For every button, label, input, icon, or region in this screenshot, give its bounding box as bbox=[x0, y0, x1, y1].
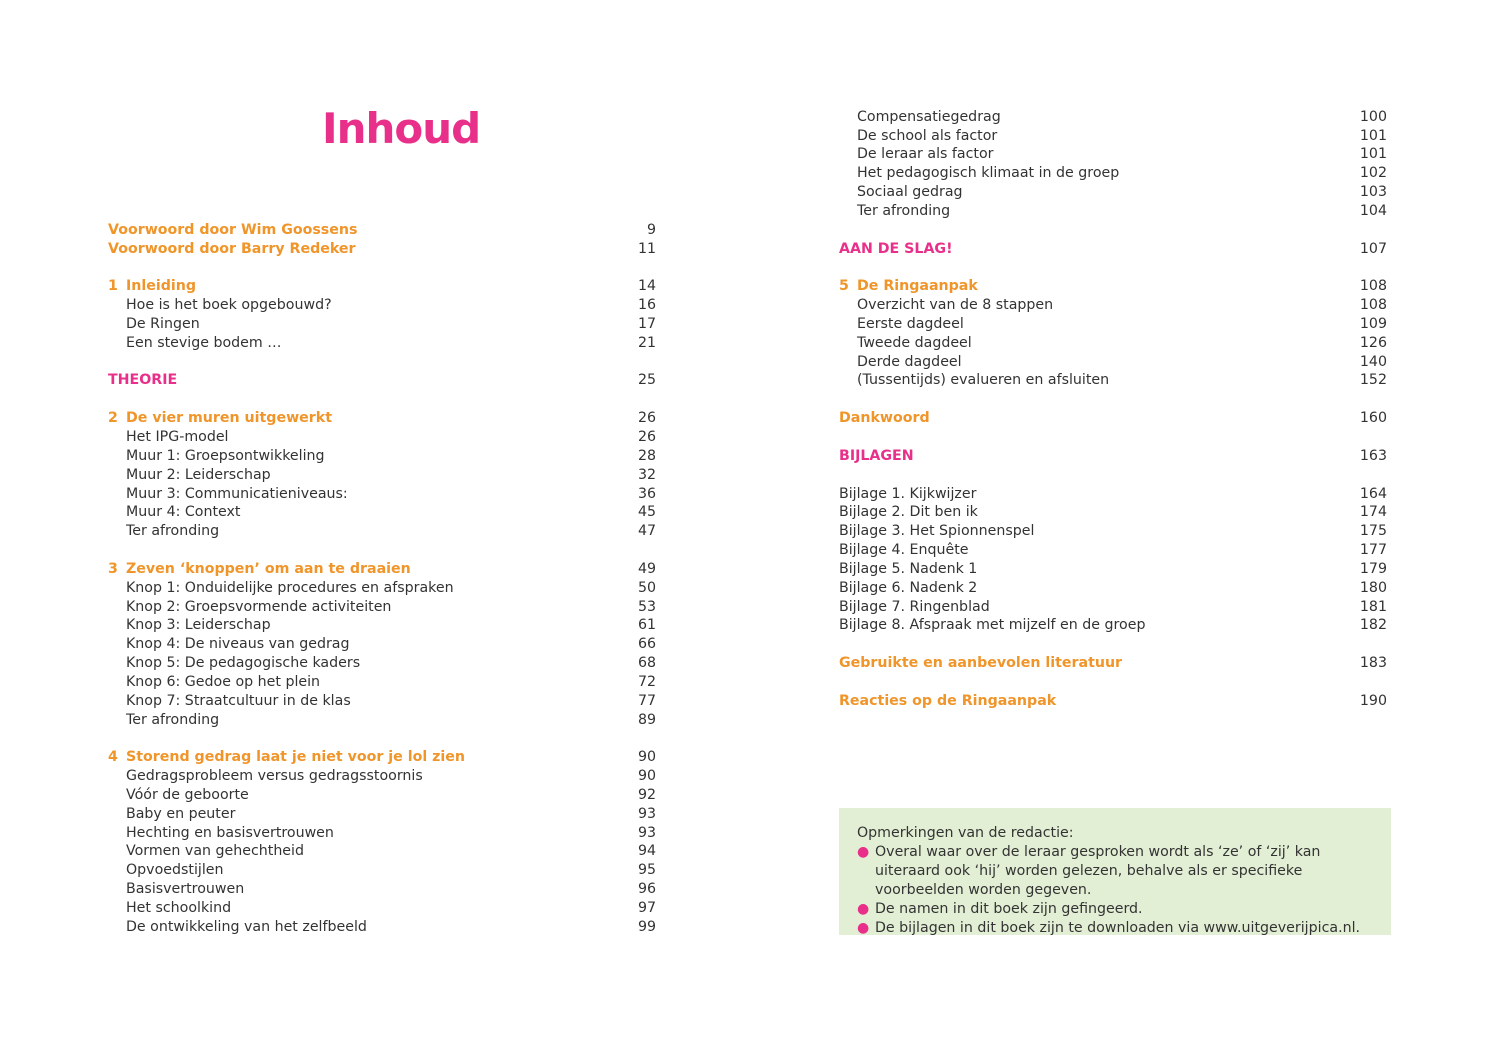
toc-entry-text: Bijlage 2. Dit ben ik bbox=[839, 504, 978, 520]
toc-page-number: 9 bbox=[646, 222, 656, 238]
toc-entry-label bbox=[839, 334, 972, 353]
toc-entry-label bbox=[108, 560, 411, 579]
toc-entry bbox=[839, 579, 1387, 598]
toc-entry-text: Reacties op de Ringaanpak bbox=[839, 693, 1057, 709]
toc-entry-label bbox=[108, 805, 235, 824]
toc-entry-label bbox=[839, 296, 1053, 315]
chapter-number: 4 bbox=[108, 749, 118, 765]
toc-entry bbox=[108, 786, 656, 805]
toc-entry-text: Het schoolkind bbox=[126, 900, 232, 916]
toc-entry bbox=[108, 654, 656, 673]
toc-page-number: 103 bbox=[1359, 184, 1387, 200]
toc-entry bbox=[839, 654, 1387, 673]
toc-entry-text: Bijlage 5. Nadenk 1 bbox=[839, 561, 978, 577]
toc-entry-text: Hechting en basisvertrouwen bbox=[126, 825, 334, 841]
toc-page-number: 14 bbox=[637, 278, 656, 294]
notes-heading: Opmerkingen van de redactie: bbox=[857, 825, 1074, 841]
toc-entry bbox=[839, 108, 1387, 127]
toc-page-number: 47 bbox=[637, 523, 656, 539]
toc-page-number: 190 bbox=[1359, 693, 1387, 709]
toc-page-number: 179 bbox=[1359, 561, 1387, 577]
toc-entry bbox=[839, 560, 1387, 579]
toc-page-number: 25 bbox=[637, 372, 656, 388]
toc-entry-text: De ontwikkeling van het zelfbeeld bbox=[126, 919, 367, 935]
toc-page-number: 183 bbox=[1359, 655, 1387, 671]
toc-entry-text: Hoe is het boek opgebouwd? bbox=[126, 297, 332, 313]
toc-entry-label bbox=[108, 673, 320, 692]
toc-entry bbox=[108, 805, 656, 824]
toc-entry-label bbox=[108, 748, 465, 767]
toc-entry bbox=[108, 918, 656, 937]
toc-entry bbox=[839, 692, 1387, 711]
toc-entry bbox=[839, 616, 1387, 635]
toc-page-number: 181 bbox=[1359, 599, 1387, 615]
toc-page-number: 101 bbox=[1359, 128, 1387, 144]
toc-entry-text: Een stevige bodem … bbox=[126, 335, 282, 351]
toc-page-number: 93 bbox=[637, 806, 656, 822]
toc-entry bbox=[108, 598, 656, 617]
toc-entry-label bbox=[108, 880, 244, 899]
toc-entry-text: Ter afronding bbox=[857, 203, 951, 219]
toc-entry-label bbox=[108, 918, 367, 937]
toc-entry-text: De leraar als factor bbox=[857, 146, 994, 162]
toc-page-number: 109 bbox=[1359, 316, 1387, 332]
toc-entry-label bbox=[108, 522, 219, 541]
toc-page-number: 175 bbox=[1359, 523, 1387, 539]
toc-entry-text: Knop 4: De niveaus van gedrag bbox=[126, 636, 350, 652]
toc-entry-label bbox=[839, 108, 1001, 127]
toc-page-number: 180 bbox=[1359, 580, 1387, 596]
toc-entry bbox=[839, 485, 1387, 504]
toc-entry-label bbox=[108, 842, 304, 861]
toc-entry bbox=[839, 240, 1387, 259]
toc-entry-label bbox=[839, 409, 930, 428]
toc-entry bbox=[108, 466, 656, 485]
toc-entry-label bbox=[108, 485, 348, 504]
toc-entry-text: Overzicht van de 8 stappen bbox=[857, 297, 1054, 313]
toc-entry-text: Bijlage 4. Enquête bbox=[839, 542, 969, 558]
toc-entry-label bbox=[839, 503, 978, 522]
toc-entry-text: Knop 6: Gedoe op het plein bbox=[126, 674, 321, 690]
toc-entry-text: De Ringen bbox=[126, 316, 200, 332]
toc-entry-text: Bijlage 7. Ringenblad bbox=[839, 599, 990, 615]
toc-entry bbox=[108, 221, 656, 240]
toc-entry-label bbox=[108, 711, 219, 730]
toc-entry bbox=[839, 127, 1387, 146]
toc-entry-label bbox=[108, 861, 223, 880]
toc-page-number: 90 bbox=[637, 768, 656, 784]
toc-entry-text: Tweede dagdeel bbox=[857, 335, 972, 351]
toc-entry-text: Eerste dagdeel bbox=[857, 316, 964, 332]
toc-entry-text: Storend gedrag laat je niet voor je lol zien bbox=[126, 749, 465, 765]
toc-entry bbox=[839, 409, 1387, 428]
notes-item: ● De namen in dit boek zijn gefingeerd. bbox=[857, 901, 1143, 917]
toc-page-number: 177 bbox=[1359, 542, 1387, 558]
toc-entry bbox=[839, 371, 1387, 390]
toc-entry-label bbox=[839, 616, 1145, 635]
toc-page-number: 61 bbox=[637, 617, 656, 633]
toc-entry-label bbox=[108, 428, 229, 447]
notes-item: ● Overal waar over de leraar gesproken wordt als ‘ze’ of ‘zij’ kan uiteraard ook ‘hij’ worden gelezen, behalve als er specifieke voorbeelden worden gegeven. bbox=[857, 844, 1321, 898]
chapter-number: 5 bbox=[839, 278, 849, 294]
toc-page-number: 96 bbox=[637, 881, 656, 897]
toc-entry bbox=[839, 145, 1387, 164]
notes-list bbox=[857, 843, 1377, 938]
toc-entry-label bbox=[108, 221, 357, 240]
toc-entry-label bbox=[108, 824, 334, 843]
toc-entry-text: Compensatiegedrag bbox=[857, 109, 1001, 125]
toc-entry bbox=[108, 616, 656, 635]
toc-entry bbox=[108, 428, 656, 447]
toc-page-number: 16 bbox=[637, 297, 656, 313]
toc-page-number: 164 bbox=[1359, 486, 1387, 502]
toc-entry-text: THEORIE bbox=[108, 372, 178, 388]
toc-entry-text: Bijlage 1. Kijkwijzer bbox=[839, 486, 977, 502]
toc-entry-text: Zeven ‘knoppen’ om aan te draaien bbox=[126, 561, 411, 577]
toc-entry-text: Ter afronding bbox=[126, 712, 220, 728]
toc-entry bbox=[839, 353, 1387, 372]
toc-entry-label bbox=[108, 503, 240, 522]
page-title: Inhoud bbox=[322, 104, 481, 153]
toc-entry bbox=[108, 522, 656, 541]
toc-page-number: 182 bbox=[1359, 617, 1387, 633]
toc-entry bbox=[108, 880, 656, 899]
toc-entry-label bbox=[108, 409, 332, 428]
toc-entry-label bbox=[839, 277, 978, 296]
toc-entry bbox=[108, 748, 656, 767]
toc-entry-text: Derde dagdeel bbox=[857, 354, 962, 370]
toc-entry bbox=[108, 409, 656, 428]
toc-entry bbox=[839, 503, 1387, 522]
toc-entry bbox=[108, 861, 656, 880]
toc-entry-text: De vier muren uitgewerkt bbox=[126, 410, 333, 426]
toc-entry bbox=[108, 579, 656, 598]
toc-entry-text: Knop 7: Straatcultuur in de klas bbox=[126, 693, 351, 709]
toc-entry bbox=[839, 541, 1387, 560]
toc-page-number: 92 bbox=[637, 787, 656, 803]
toc-entry-label bbox=[839, 447, 914, 466]
toc-entry-text: Muur 2: Leiderschap bbox=[126, 467, 271, 483]
toc-entry-text: Vormen van gehechtheid bbox=[126, 843, 304, 859]
toc-entry bbox=[839, 598, 1387, 617]
toc-entry bbox=[839, 202, 1387, 221]
toc-entry-label bbox=[839, 692, 1056, 711]
toc-entry bbox=[839, 315, 1387, 334]
toc-entry-text: Inleiding bbox=[126, 278, 197, 294]
toc-entry-label bbox=[108, 277, 196, 296]
toc-page-number: 32 bbox=[637, 467, 656, 483]
toc-page-number: 36 bbox=[637, 486, 656, 502]
toc-entry bbox=[108, 485, 656, 504]
toc-page-number: 66 bbox=[637, 636, 656, 652]
toc-page-number: 102 bbox=[1359, 165, 1387, 181]
toc-entry-label bbox=[839, 353, 962, 372]
toc-entry-text: Bijlage 3. Het Spionnenspel bbox=[839, 523, 1035, 539]
toc-entry bbox=[108, 635, 656, 654]
toc-page-number: 28 bbox=[637, 448, 656, 464]
toc-entry bbox=[839, 296, 1387, 315]
toc-entry-label bbox=[839, 654, 1122, 673]
toc-entry-text: Gebruikte en aanbevolen literatuur bbox=[839, 655, 1123, 671]
bullet-icon: ● bbox=[857, 920, 870, 936]
toc-entry-text: (Tussentijds) evalueren en afsluiten bbox=[857, 372, 1110, 388]
toc-entry-text: Knop 5: De pedagogische kaders bbox=[126, 655, 361, 671]
chapter-number: 2 bbox=[108, 410, 118, 426]
toc-entry-label bbox=[108, 786, 249, 805]
toc-entry bbox=[108, 560, 656, 579]
toc-page-number: 53 bbox=[637, 599, 656, 615]
toc-entry-label bbox=[839, 164, 1119, 183]
toc-entry-text: Ter afronding bbox=[126, 523, 220, 539]
toc-page-number: 108 bbox=[1359, 278, 1387, 294]
toc-entry-text: De school als factor bbox=[857, 128, 998, 144]
toc-entry-label bbox=[839, 485, 976, 504]
toc-entry bbox=[108, 296, 656, 315]
toc-entry-text: Voorwoord door Wim Goossens bbox=[108, 222, 358, 238]
toc-entry bbox=[839, 447, 1387, 466]
toc-entry bbox=[839, 334, 1387, 353]
toc-entry bbox=[108, 692, 656, 711]
toc-page-number: 160 bbox=[1359, 410, 1387, 426]
toc-entry-label bbox=[839, 240, 953, 259]
notes-item: ● De bijlagen in dit boek zijn te downloaden via www.uitgeverijpica.nl. bbox=[857, 920, 1361, 936]
toc-entry-label bbox=[108, 635, 349, 654]
toc-entry-text: Bijlage 6. Nadenk 2 bbox=[839, 580, 978, 596]
toc-entry bbox=[839, 522, 1387, 541]
toc-entry bbox=[108, 767, 656, 786]
toc-entry-label bbox=[839, 183, 963, 202]
toc-page-number: 21 bbox=[637, 335, 656, 351]
toc-entry-text: Opvoedstijlen bbox=[126, 862, 224, 878]
toc-page-number: 26 bbox=[637, 429, 656, 445]
toc-entry-text: Baby en peuter bbox=[126, 806, 236, 822]
toc-entry-text: Vóór de geboorte bbox=[126, 787, 249, 803]
toc-entry-text: Knop 2: Groepsvormende activiteiten bbox=[126, 599, 392, 615]
toc-page-number: 26 bbox=[637, 410, 656, 426]
toc-entry-text: Sociaal gedrag bbox=[857, 184, 963, 200]
toc-entry-text: Het pedagogisch klimaat in de groep bbox=[857, 165, 1120, 181]
toc-page-number: 11 bbox=[637, 241, 656, 257]
toc-entry-label bbox=[839, 127, 997, 146]
chapter-number: 1 bbox=[108, 278, 118, 294]
toc-entry-text: AAN DE SLAG! bbox=[839, 241, 953, 257]
toc-entry-label bbox=[108, 466, 271, 485]
toc-entry-label bbox=[839, 560, 977, 579]
toc-entry bbox=[108, 371, 656, 390]
toc-entry-label bbox=[839, 371, 1109, 390]
toc-entry bbox=[108, 315, 656, 334]
toc-entry-label bbox=[108, 296, 332, 315]
toc-entry-label bbox=[839, 145, 994, 164]
toc-page-number: 152 bbox=[1359, 372, 1387, 388]
toc-entry bbox=[108, 447, 656, 466]
toc-page-number: 50 bbox=[637, 580, 656, 596]
toc-page-number: 97 bbox=[637, 900, 656, 916]
toc-entry-label bbox=[108, 654, 360, 673]
toc-entry-text: Muur 3: Communicatieniveaus: bbox=[126, 486, 348, 502]
toc-entry-text: Knop 1: Onduidelijke procedures en afspraken bbox=[126, 580, 454, 596]
toc-entry-text: Voorwoord door Barry Redeker bbox=[108, 241, 356, 257]
toc-page-number: 77 bbox=[637, 693, 656, 709]
toc-entry bbox=[839, 164, 1387, 183]
toc-entry-label bbox=[839, 541, 969, 560]
toc-page-number: 99 bbox=[637, 919, 656, 935]
toc-page-number: 126 bbox=[1359, 335, 1387, 351]
toc-entry bbox=[108, 503, 656, 522]
toc-entry-text: De Ringaanpak bbox=[857, 278, 978, 294]
toc-entry-label bbox=[839, 579, 977, 598]
toc-entry-label bbox=[839, 598, 990, 617]
toc-entry bbox=[108, 277, 656, 296]
toc-page-number: 90 bbox=[637, 749, 656, 765]
toc-entry-label bbox=[108, 616, 271, 635]
toc-entry bbox=[839, 183, 1387, 202]
toc-page-number: 95 bbox=[637, 862, 656, 878]
toc-entry-label bbox=[108, 692, 351, 711]
toc-entry-label bbox=[108, 371, 177, 390]
toc-entry-text: Knop 3: Leiderschap bbox=[126, 617, 271, 633]
toc-entry-label bbox=[108, 315, 200, 334]
toc-page-number: 174 bbox=[1359, 504, 1387, 520]
toc-entry-text: Basisvertrouwen bbox=[126, 881, 245, 897]
toc-entry bbox=[108, 824, 656, 843]
toc-entry-label bbox=[108, 598, 391, 617]
toc-entry-label bbox=[108, 334, 281, 353]
toc-entry-text: Het IPG-model bbox=[126, 429, 229, 445]
toc-entry bbox=[108, 334, 656, 353]
bullet-icon: ● bbox=[857, 901, 870, 917]
editorial-notes-box bbox=[839, 808, 1391, 935]
toc-entry-text: BIJLAGEN bbox=[839, 448, 914, 464]
toc-entry-text: Muur 1: Groepsontwikkeling bbox=[126, 448, 325, 464]
toc-entry bbox=[108, 673, 656, 692]
toc-entry bbox=[108, 842, 656, 861]
toc-page-number: 101 bbox=[1359, 146, 1387, 162]
toc-page-number: 17 bbox=[637, 316, 656, 332]
toc-entry bbox=[108, 711, 656, 730]
chapter-number: 3 bbox=[108, 561, 118, 577]
toc-page-number: 49 bbox=[637, 561, 656, 577]
toc-entry-text: Dankwoord bbox=[839, 410, 930, 426]
toc-page-number: 72 bbox=[637, 674, 656, 690]
toc-page-number: 100 bbox=[1359, 109, 1387, 125]
toc-entry-label bbox=[839, 522, 1034, 541]
toc-page-number: 93 bbox=[637, 825, 656, 841]
toc-entry-label bbox=[108, 767, 423, 786]
toc-entry-text: Bijlage 8. Afspraak met mijzelf en de groep bbox=[839, 617, 1146, 633]
toc-entry-label bbox=[108, 579, 454, 598]
toc-page-number: 107 bbox=[1359, 241, 1387, 257]
toc-entry bbox=[839, 277, 1387, 296]
toc-entry-label bbox=[839, 315, 964, 334]
toc-page-number: 68 bbox=[637, 655, 656, 671]
toc-page-number: 108 bbox=[1359, 297, 1387, 313]
bullet-icon: ● bbox=[857, 844, 870, 860]
toc-entry-label bbox=[839, 202, 950, 221]
toc-entry bbox=[108, 240, 656, 259]
toc-entry-text: Muur 4: Context bbox=[126, 504, 241, 520]
toc-page-number: 104 bbox=[1359, 203, 1387, 219]
toc-page-number: 45 bbox=[637, 504, 656, 520]
toc-page-number: 89 bbox=[637, 712, 656, 728]
toc-page-number: 140 bbox=[1359, 354, 1387, 370]
toc-entry-label bbox=[108, 240, 356, 259]
toc-page-number: 94 bbox=[637, 843, 656, 859]
toc-entry-label bbox=[108, 899, 231, 918]
toc-page-number: 163 bbox=[1359, 448, 1387, 464]
toc-entry-label bbox=[108, 447, 325, 466]
toc-entry-text: Gedragsprobleem versus gedragsstoornis bbox=[126, 768, 423, 784]
toc-entry bbox=[108, 899, 656, 918]
